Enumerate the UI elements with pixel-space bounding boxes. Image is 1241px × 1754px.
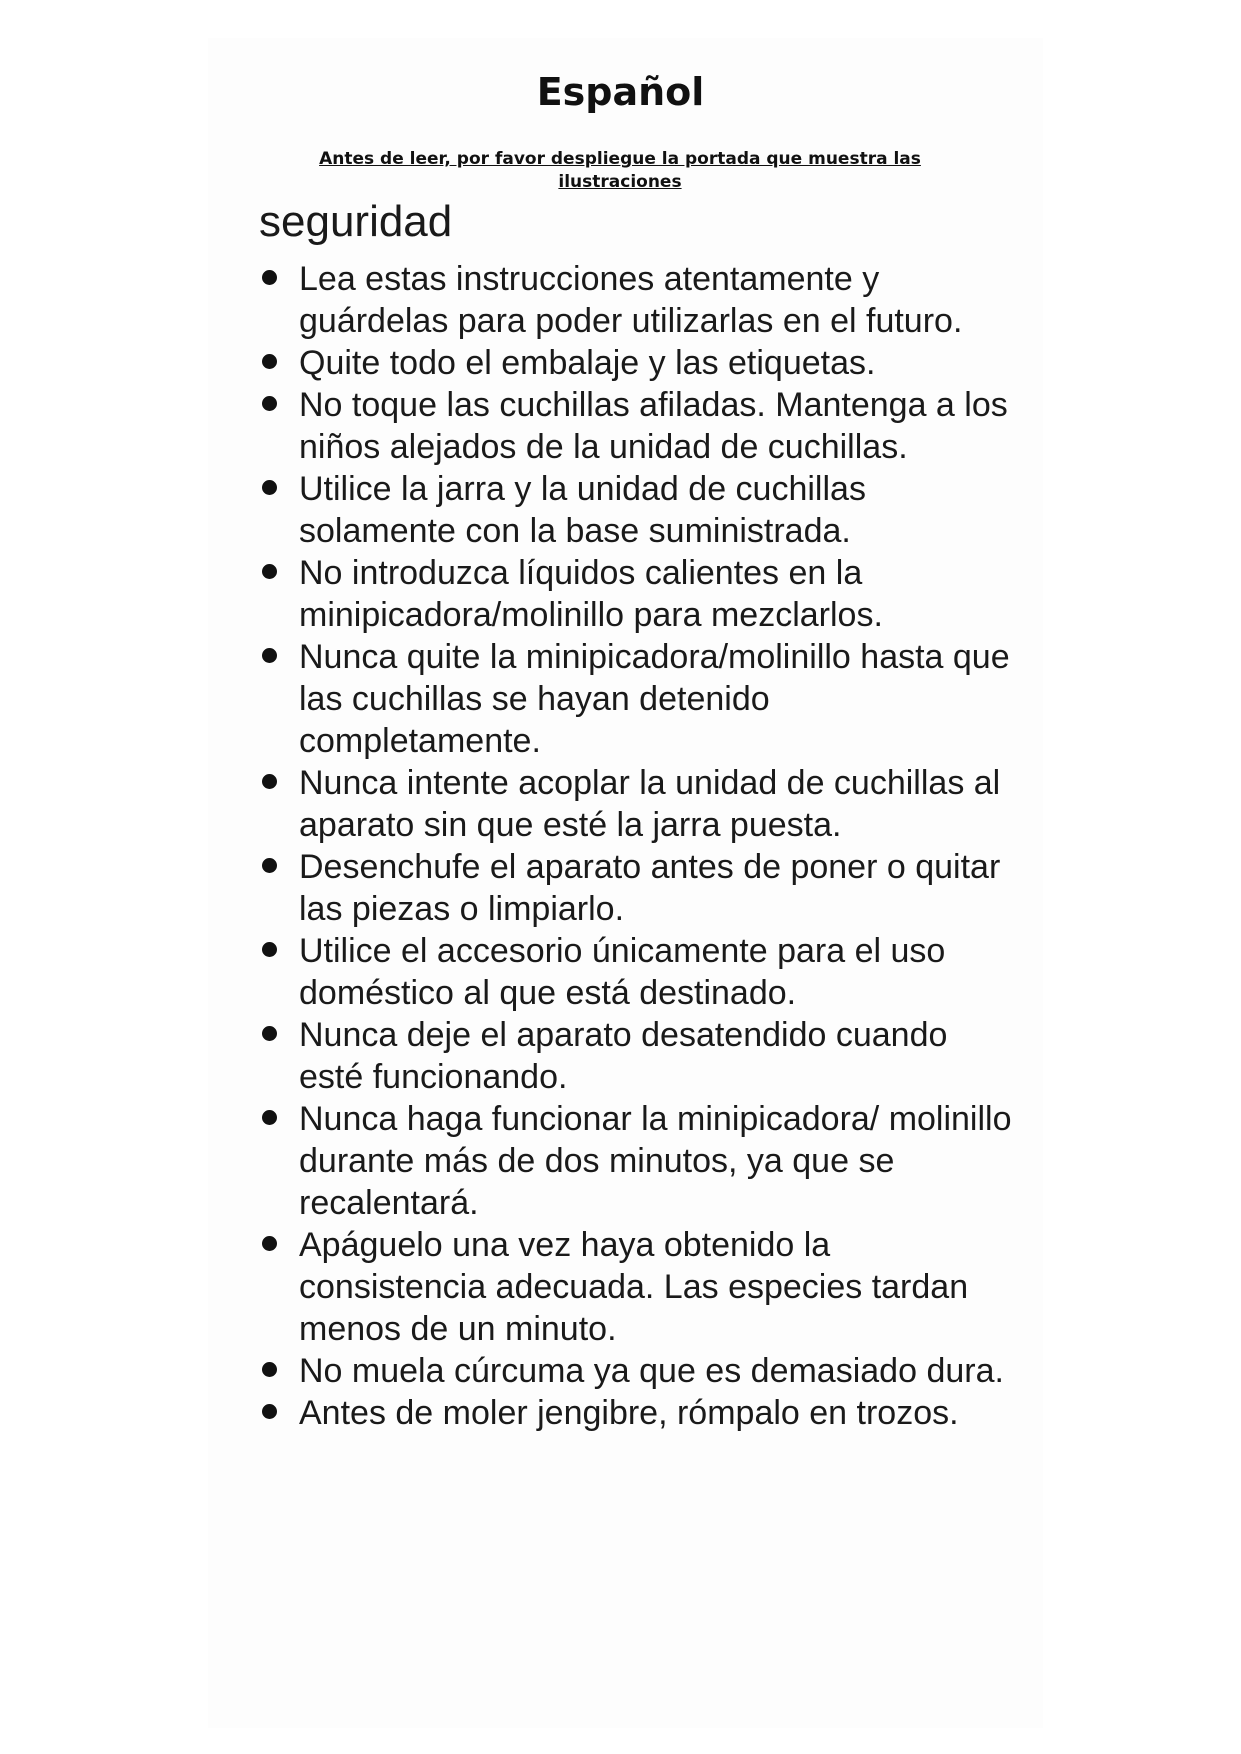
safety-item-text: Nunca deje el aparato desatendido cuando esté funcionando. <box>299 1016 948 1096</box>
bullet-icon <box>262 1110 277 1125</box>
safety-item-text: No muela cúrcuma ya que es demasiado dura. <box>299 1352 1004 1390</box>
safety-item <box>259 468 1019 552</box>
safety-item <box>259 342 1019 384</box>
bullet-icon <box>262 774 277 789</box>
page-title: Español <box>536 70 705 114</box>
bullet-icon <box>262 354 277 369</box>
bullet-icon <box>262 480 277 495</box>
safety-item <box>259 846 1019 930</box>
safety-item-text: Utilice el accesorio únicamente para el uso doméstico al que está destinado. <box>299 932 946 1012</box>
safety-item-text: Nunca haga funcionar la minipicadora/ molinillo durante más de dos minutos, ya que se recalentará. <box>299 1100 1012 1222</box>
safety-item <box>259 1350 1019 1392</box>
unfold-cover-notice: Antes de leer, por favor despliegue la portada que muestra las ilustraciones <box>319 149 921 192</box>
safety-item-text: Apáguelo una vez haya obtenido la consistencia adecuada. Las especies tardan menos de un minuto. <box>299 1226 969 1348</box>
safety-item <box>259 1098 1019 1224</box>
safety-item-text: No introduzca líquidos calientes en la minipicadora/molinillo para mezclarlos. <box>299 554 883 634</box>
safety-item-text: Antes de moler jengibre, rómpalo en trozos. <box>299 1394 959 1432</box>
safety-instructions-list <box>259 258 1019 1434</box>
safety-item-text: Lea estas instrucciones atentamente y guárdelas para poder utilizarlas en el futuro. <box>299 260 963 340</box>
safety-item-text: Quite todo el embalaje y las etiquetas. <box>299 344 876 382</box>
safety-item-text: No toque las cuchillas afiladas. Mantenga a los niños alejados de la unidad de cuchillas. <box>299 386 1008 466</box>
bullet-icon <box>262 1026 277 1041</box>
bullet-icon <box>262 564 277 579</box>
safety-item-text: Nunca intente acoplar la unidad de cuchillas al aparato sin que esté la jarra puesta. <box>299 764 1001 844</box>
safety-item-text: Utilice la jarra y la unidad de cuchillas solamente con la base suministrada. <box>299 470 866 550</box>
safety-item <box>259 762 1019 846</box>
safety-item <box>259 258 1019 342</box>
safety-item-text: Desenchufe el aparato antes de poner o quitar las piezas o limpiarlo. <box>299 848 1001 928</box>
safety-item <box>259 1392 1019 1434</box>
bullet-icon <box>262 858 277 873</box>
bullet-icon <box>262 1236 277 1251</box>
bullet-icon <box>262 396 277 411</box>
safety-item <box>259 1014 1019 1098</box>
bullet-icon <box>262 648 277 663</box>
safety-item <box>259 1224 1019 1350</box>
safety-item <box>259 930 1019 1014</box>
safety-item-text: Nunca quite la minipicadora/molinillo hasta que las cuchillas se hayan detenido completamente. <box>299 638 1010 760</box>
safety-item <box>259 384 1019 468</box>
section-heading-seguridad: seguridad <box>259 197 453 246</box>
bullet-icon <box>262 1404 277 1419</box>
bullet-icon <box>262 1362 277 1377</box>
safety-item <box>259 636 1019 762</box>
safety-item <box>259 552 1019 636</box>
bullet-icon <box>262 942 277 957</box>
bullet-icon <box>262 270 277 285</box>
